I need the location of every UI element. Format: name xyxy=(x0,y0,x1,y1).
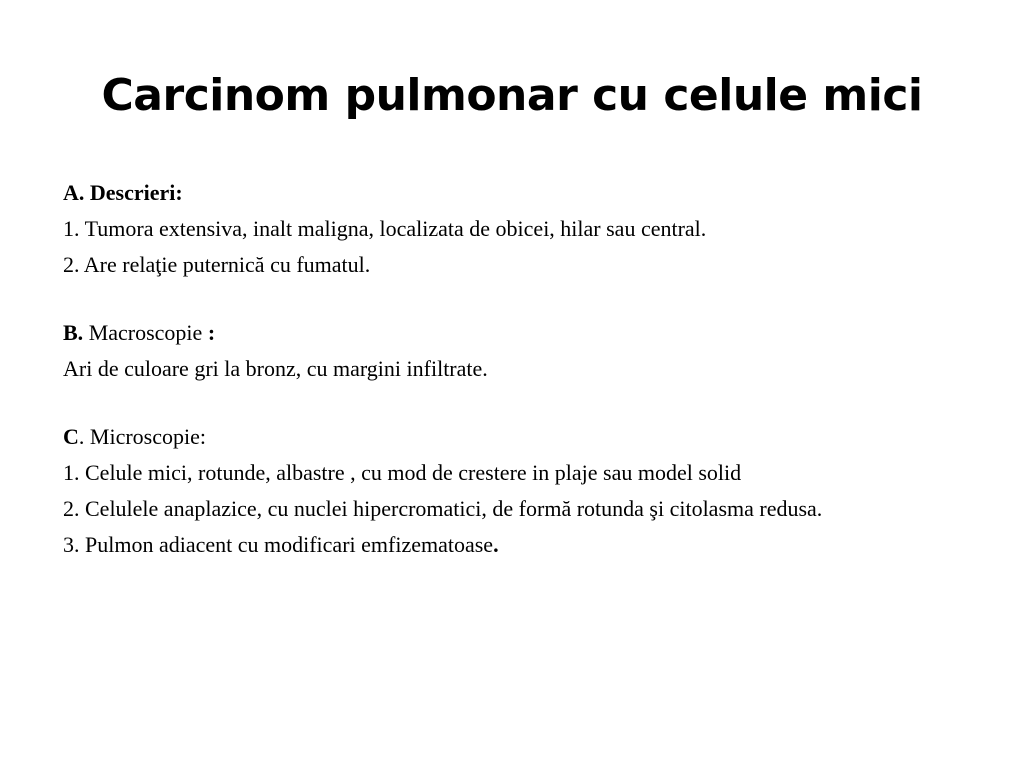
section-b-text: Ari de culoare gri la bronz, cu margini infiltrate. xyxy=(63,356,488,381)
section-a-heading-text: A. Descrieri: xyxy=(63,180,183,205)
section-c-item-2: 2. Celulele anaplazice, cu nuclei hipercromatici, de formă rotunda şi citolasma redusa. xyxy=(63,496,823,521)
section-b-colon: : xyxy=(207,320,216,345)
section-b-heading xyxy=(63,320,973,346)
section-b-letter: B. xyxy=(63,320,84,345)
section-c-heading xyxy=(63,424,973,450)
slide-body xyxy=(63,180,973,558)
section-c-item-1: 1. Celule mici, rotunde, albastre , cu mod de crestere in plaje sau model solid xyxy=(63,460,742,485)
slide-title: Carcinom pulmonar cu celule mici xyxy=(101,70,923,121)
section-a-heading xyxy=(63,180,973,206)
section-c-heading-text: . Microscopie: xyxy=(78,424,206,449)
section-a-item-2: 2. Are relaţie puternică cu fumatul. xyxy=(63,252,371,277)
section-c-item-3 xyxy=(63,532,973,558)
section-c-item-3-period: . xyxy=(493,532,499,557)
section-b-heading-text: Macroscopie xyxy=(83,320,208,345)
section-a-item-1: 1. Tumora extensiva, inalt maligna, localizata de obicei, hilar sau central. xyxy=(63,216,707,241)
section-c-item-3-text: 3. Pulmon adiacent cu modificari emfizematoase xyxy=(63,532,494,557)
section-c-letter: C xyxy=(63,424,79,449)
